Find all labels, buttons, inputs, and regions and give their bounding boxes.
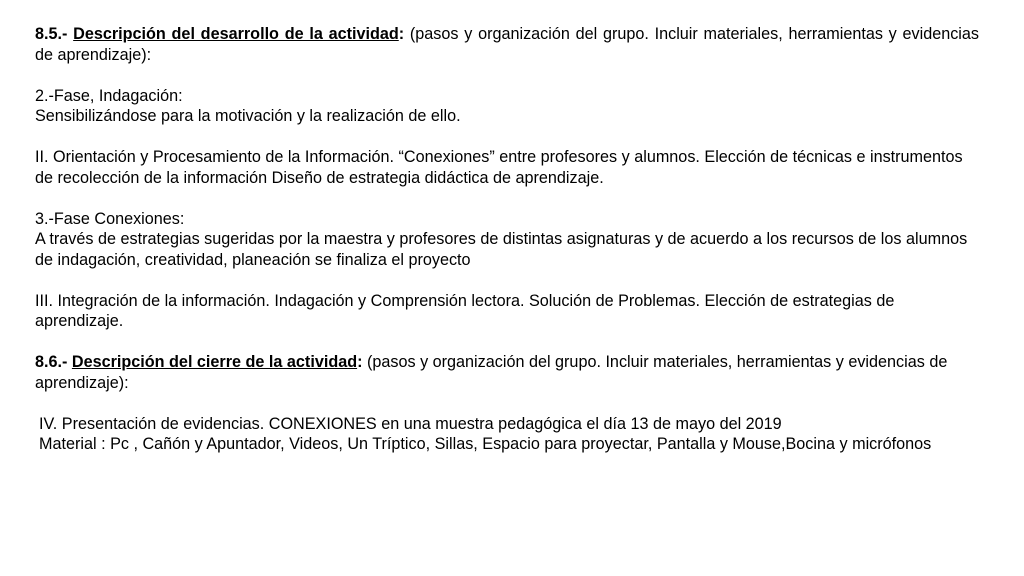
orientation-paragraph: II. Orientación y Procesamiento de la Información. “Conexiones” entre profesores y alumnos. Elección de técnicas e instrumentos de recolección de la información Diseño de estrategia didáctica de aprendizaje. — [35, 148, 963, 187]
section-8-5-colon: : — [398, 25, 405, 43]
section-8-6-heading: Descripción del cierre de la actividad — [71, 353, 358, 371]
spacer — [35, 332, 979, 353]
spacer — [35, 393, 979, 414]
phase-2-text: Sensibilizándose para la motivación y la realización de ello. — [35, 107, 461, 125]
section-8-6-header — [35, 352, 979, 393]
section-8-5-intro: (pasos y organización del grupo. Incluir materiales, herramientas y evidencias de aprendizaje): — [35, 25, 979, 64]
phase-3-text: A través de estrategias sugeridas por la maestra y profesores de distintas asignaturas y de acuerdo a los recursos de los alumnos de indagación, creatividad, planeación se finaliza el proyecto — [35, 230, 968, 269]
spacer — [35, 127, 979, 148]
phase-3-title: 3.-Fase Conexiones: — [35, 209, 185, 228]
section-8-6-colon: : — [357, 353, 363, 371]
spacer — [35, 188, 979, 209]
phase-2-title: 2.-Fase, Indagación: — [35, 86, 183, 105]
spacer — [35, 65, 979, 86]
integration-paragraph: III. Integración de la información. Indagación y Comprensión lectora. Solución de Problemas. Elección de estrategias de aprendizaje. — [35, 291, 895, 330]
presentation-paragraph: IV. Presentación de evidencias. CONEXIONES en una muestra pedagógica el día 13 de mayo del 2019 — [39, 414, 782, 433]
spacer — [35, 270, 979, 291]
slide-content — [35, 24, 979, 455]
section-8-5-heading: Descripción del desarrollo de la actividad — [73, 25, 399, 43]
section-8-6-number: 8.6.- — [35, 353, 72, 371]
section-8-5-number: 8.5.- — [35, 25, 74, 43]
section-8-5-header — [35, 24, 979, 65]
section-8-6-intro: (pasos y organización del grupo. Incluir materiales, herramientas y evidencias de aprendizaje): — [35, 353, 948, 392]
materials-paragraph: Material : Pc , Cañón y Apuntador, Videos, Un Tríptico, Sillas, Espacio para proyectar, Pantalla y Mouse,Bocina y micrófonos — [39, 435, 932, 453]
